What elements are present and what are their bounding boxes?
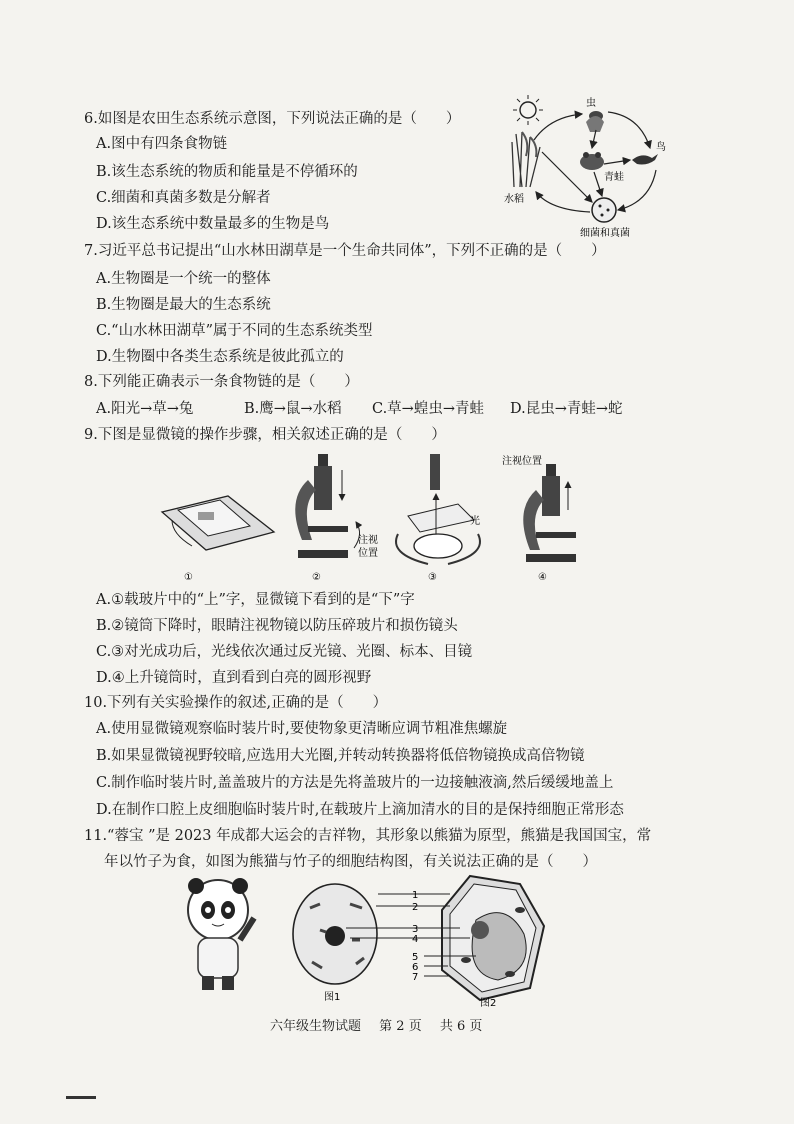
insect-icon: [586, 111, 604, 132]
page-footer: [270, 1015, 496, 1034]
label-rice: 水稻: [504, 194, 524, 205]
microscope-raising-icon: [523, 464, 576, 562]
q7-option-b: B.生物圈是最大的生态系统: [96, 297, 271, 313]
q8-stem: 8.下列能正确表示一条食物链的是（ ）: [84, 374, 359, 390]
q11-stem-line1: 11.“蓉宝 ”是 2023 年成都大运会的吉祥物，其形象以熊猫为原型，熊猫是我国国宝，常: [84, 828, 652, 844]
label-watch-a: 注视: [358, 535, 378, 546]
cell-label-7: 7: [412, 972, 419, 983]
cell-label-2: 2: [412, 902, 419, 913]
label-step-4: ④: [538, 572, 547, 583]
label-frog: 青蛙: [604, 172, 624, 183]
farmland-ecosystem-diagram: [500, 92, 680, 242]
glass-slide-icon: [162, 496, 274, 550]
cell-label-4: 4: [412, 934, 419, 945]
label-step-3: ③: [428, 572, 437, 583]
q8-option-a: A.阳光→草→兔: [96, 401, 194, 417]
cell-label-1: 1: [412, 890, 419, 901]
q6-option-b: B.该生态系统的物质和能量是不停循环的: [96, 164, 358, 180]
animal-cell-diagram: [293, 884, 377, 984]
microscope-lowering-icon: [295, 454, 359, 558]
q10-option-a: A.使用显微镜观察临时装片时,要使物象更清晰应调节粗准焦螺旋: [96, 721, 508, 737]
q7-option-d: D.生物圈中各类生态系统是彼此孤立的: [96, 349, 344, 365]
footer-page: 第 2 页: [379, 1019, 422, 1034]
q7-stem: 7.习近平总书记提出“山水林田湖草是一个生命共同体”，下列不正确的是（ ）: [84, 243, 606, 259]
q10-option-c: C.制作临时装片时,盖盖玻片的方法是先将盖玻片的一边接触液滴,然后缓缓地盖上: [96, 775, 614, 791]
q7-option-a: A.生物圈是一个统一的整体: [96, 271, 271, 287]
panda-bamboo-cell-diagram: [180, 870, 570, 1012]
q9-option-b: B.②镜筒下降时，眼睛注视物镜以防压碎玻片和损伤镜头: [96, 618, 458, 634]
label-insect: 虫: [586, 98, 596, 109]
footer-subject: 六年级生物试题: [270, 1019, 362, 1034]
q6-option-c: C.细菌和真菌多数是分解者: [96, 190, 271, 206]
sun-icon: [513, 95, 543, 125]
bird-icon: [632, 154, 658, 165]
q9-option-a: A.①载玻片中的“上”字，显微镜下看到的是“下”字: [96, 592, 415, 608]
rice-plant-icon: [512, 132, 540, 187]
q8-option-d: D.昆虫→青蛙→蛇: [510, 401, 623, 417]
label-light: 光: [470, 516, 480, 527]
q9-option-d: D.④上升镜筒时，直到看到白亮的圆形视野: [96, 670, 372, 686]
microscope-steps-diagram: [158, 450, 598, 588]
q10-option-d: D.在制作口腔上皮细胞临时装片时,在载玻片上滴加清水的目的是保持细胞正常形态: [96, 802, 624, 818]
q9-option-c: C.③对光成功后，光线依次通过反光镜、光圈、标本、目镜: [96, 644, 473, 660]
cell-label-5: 5: [412, 952, 419, 963]
q10-stem: 10.下列有关实验操作的叙述,正确的是（ ）: [84, 695, 388, 711]
label-fig1: 图1: [324, 992, 341, 1003]
label-bird: 鸟: [656, 142, 666, 153]
label-decomposer: 细菌和真菌: [580, 228, 630, 239]
bacteria-fungi-icon: [592, 198, 616, 222]
q8-option-c: C.草→蝗虫→青蛙: [372, 401, 484, 417]
label-fig2: 图2: [480, 998, 497, 1009]
cell-label-6: 6: [412, 962, 419, 973]
label-step-2: ②: [312, 572, 321, 583]
q8-option-b: B.鹰→鼠→水稻: [244, 401, 342, 417]
scan-artifact: [66, 1096, 96, 1099]
label-step-1: ①: [184, 572, 193, 583]
frog-icon: [580, 152, 604, 170]
q10-option-b: B.如果显微镜视野较暗,应选用大光圈,并转动转换器将低倍物镜换成高倍物镜: [96, 748, 585, 764]
panda-mascot-icon: [188, 878, 254, 990]
hands-adjusting-mirror-icon: [396, 454, 480, 564]
label-watch-b: 位置: [358, 548, 378, 559]
label-watch-top: 注视位置: [502, 456, 542, 467]
q7-option-c: C.“山水林田湖草”属于不同的生态系统类型: [96, 323, 373, 339]
q11-stem-line2: 年以竹子为食，如图为熊猫与竹子的细胞结构图，有关说法正确的是（ ）: [104, 854, 597, 870]
footer-total: 共 6 页: [439, 1019, 483, 1034]
q9-stem: 9.下图是显微镜的操作步骤，相关叙述正确的是（ ）: [84, 427, 446, 443]
q6-stem: 6.如图是农田生态系统示意图，下列说法正确的是（ ）: [84, 111, 461, 127]
cell-label-3: 3: [412, 924, 419, 935]
q6-option-a: A.图中有四条食物链: [96, 136, 228, 152]
q6-option-d: D.该生态系统中数量最多的生物是鸟: [96, 216, 330, 232]
